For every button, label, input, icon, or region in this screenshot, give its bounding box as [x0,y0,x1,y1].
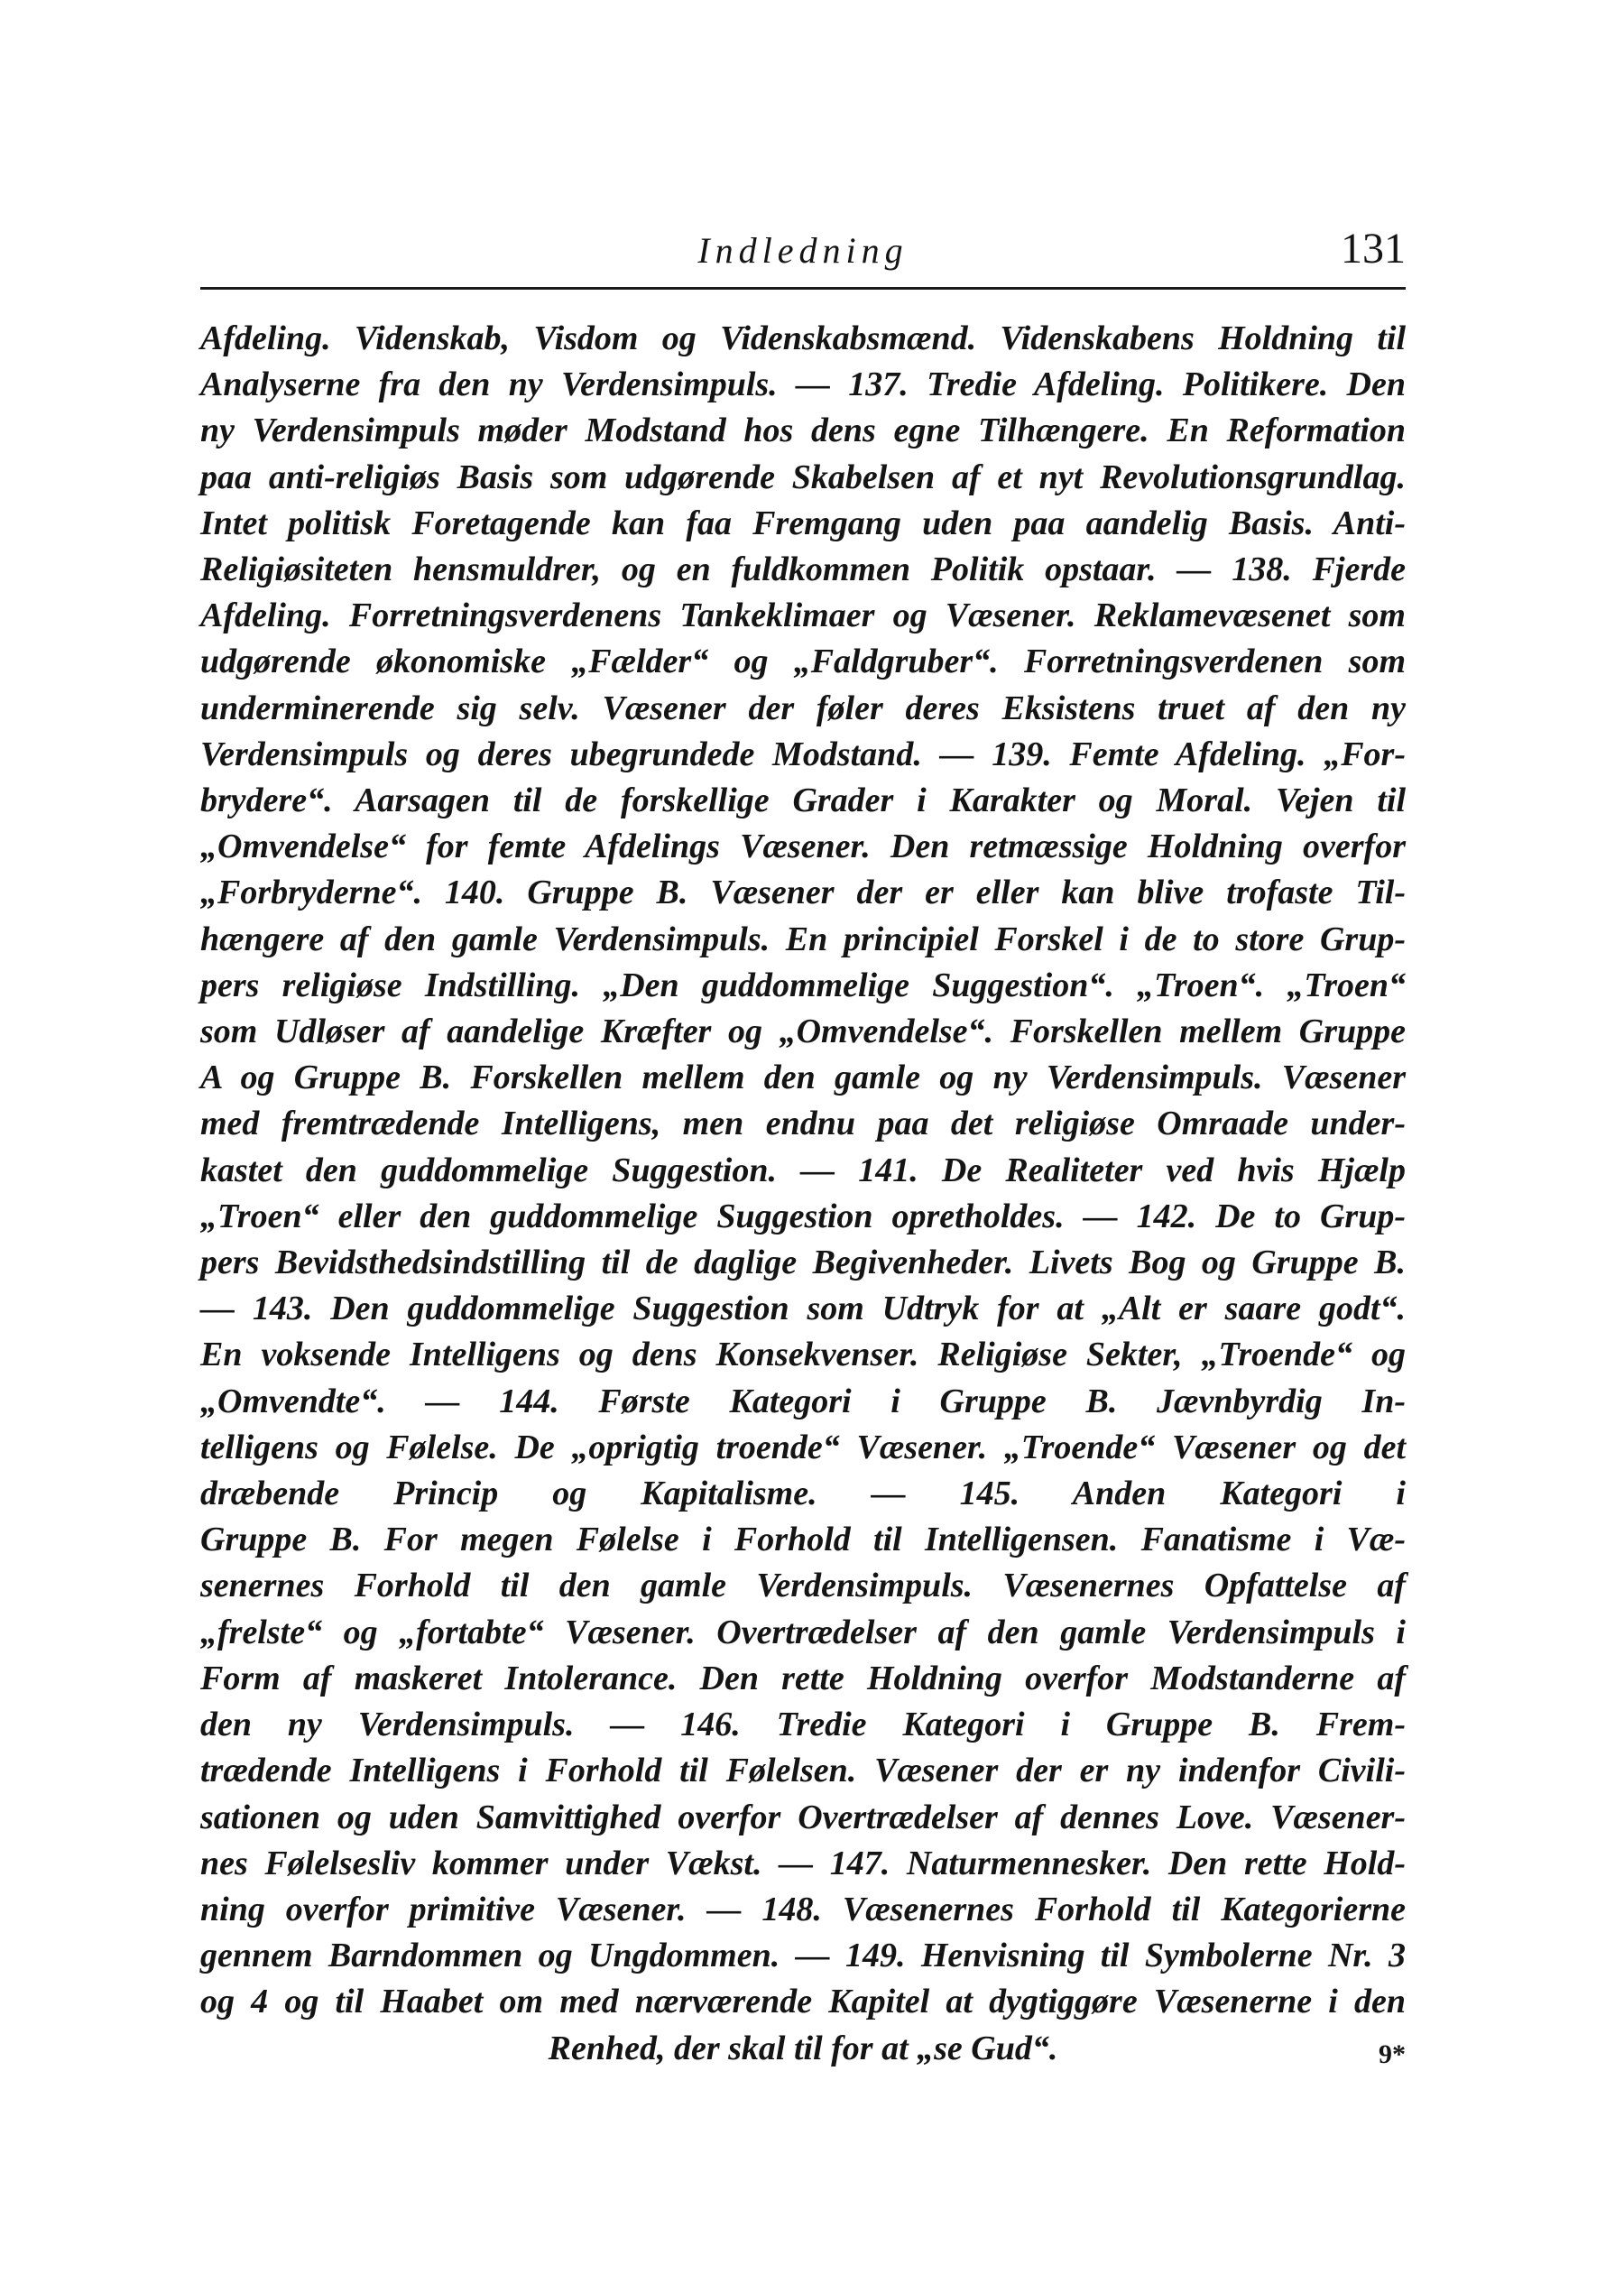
text-line: A og Gruppe B. Forskellen mellem den gamle og ny Verdensimpuls. Væsener [200,1059,1406,1097]
text-line: senernes Forhold til den gamle Verdensimpuls. Væsenernes Opfattelse af [200,1567,1406,1605]
text-line: dræbende Princip og Kapitalisme. — 145. Anden Kategori i [200,1475,1406,1513]
header-rule [200,287,1406,290]
text-line: Gruppe B. For megen Følelse i Forhold til Intelligensen. Fanatisme i Væ- [200,1521,1406,1559]
signature-mark: 9* [1379,2039,1406,2069]
text-line: paa anti-religiøs Basis som udgørende Skabelsen af et nyt Revolutionsgrundlag. [200,458,1406,496]
running-head [200,217,1406,280]
text-line: „Omvendelse“ for femte Afdelings Væsener. Den retmæssige Holdning overfor [200,828,1406,866]
running-title: Indledning [697,230,909,271]
text-line: trædende Intelligens i Forhold til Følelsen. Væsener der er ny indenfor Civili- [200,1752,1406,1790]
text-line: „Omvendte“. — 144. Første Kategori i Gruppe B. Jævnbyrdig In- [200,1382,1406,1420]
text-line: Religiøsiteten hensmuldrer, og en fuldkommen Politik opstaar. — 138. Fjerde [200,550,1406,589]
text-line: underminerende sig selv. Væsener der føler deres Eksistens truet af den ny [200,689,1406,727]
text-line: Intet politisk Foretagende kan faa Fremgang uden paa aandelig Basis. Anti- [200,504,1406,542]
text-line: brydere“. Aarsagen til de forskellige Grader i Karakter og Moral. Vejen til [200,781,1406,820]
text-line: og 4 og til Haabet om med nærværende Kapitel at dygtiggøre Væsenerne i den [200,1983,1406,2021]
text-line: Afdeling. Videnskab, Visdom og Videnskabsmænd. Videnskabens Holdning til [200,319,1406,357]
text-line: den ny Verdensimpuls. — 146. Tredie Kategori i Gruppe B. Frem- [200,1706,1406,1744]
text-line: „frelste“ og „fortabte“ Væsener. Overtrædelser af den gamle Verdensimpuls i [200,1613,1406,1651]
contents-paragraph [200,316,1406,2072]
text-line: En voksende Intelligens og dens Konsekvenser. Religiøse Sekter, „Troende“ og [200,1336,1406,1374]
text-line: sationen og uden Samvittighed overfor Overtrædelser af dennes Love. Væsener- [200,1798,1406,1836]
text-line: Form af maskeret Intolerance. Den rette Holdning overfor Modstanderne af [200,1659,1406,1697]
text-line: pers religiøse Indstilling. „Den guddommelige Suggestion“. „Troen“. „Troen“ [200,966,1406,1004]
text-line: hængere af den gamle Verdensimpuls. En principiel Forskel i de to store Grup- [200,920,1406,958]
text-line: Verdensimpuls og deres ubegrundede Modstand. — 139. Femte Afdeling. „For- [200,735,1406,773]
text-line: nes Følelsesliv kommer under Vækst. — 147. Naturmennesker. Den rette Hold- [200,1844,1406,1882]
text-line-final: Renhed, der skal til for at „se Gud“. [548,2029,1058,2067]
text-line: som Udløser af aandelige Kræfter og „Omvendelse“. Forskellen mellem Gruppe [200,1012,1406,1051]
text-line: „Forbryderne“. 140. Gruppe B. Væsener der er eller kan blive trofaste Til- [200,874,1406,912]
text-line: pers Bevidsthedsindstilling til de daglige Begivenheder. Livets Bog og Gruppe B. [200,1244,1406,1282]
text-line: med fremtrædende Intelligens, men endnu paa det religiøse Omraade under- [200,1105,1406,1143]
text-line: Analyserne fra den ny Verdensimpuls. — 137. Tredie Afdeling. Politikere. Den [200,365,1406,404]
text-line: Afdeling. Forretningsverdenens Tankeklimaer og Væsener. Reklamevæsenet som [200,596,1406,635]
text-line: gennem Barndommen og Ungdommen. — 149. Henvisning til Symbolerne Nr. 3 [200,1937,1406,1975]
text-line: — 143. Den guddommelige Suggestion som Udtryk for at „Alt er saare godt“. [200,1290,1406,1328]
text-line: udgørende økonomiske „Fælder“ og „Faldgruber“. Forretningsverdenen som [200,643,1406,681]
text-line: ning overfor primitive Væsener. — 148. Væsenernes Forhold til Kategorierne [200,1890,1406,1928]
text-line: ny Verdensimpuls møder Modstand hos dens egne Tilhængere. En Reformation [200,411,1406,450]
text-line: „Troen“ eller den guddommelige Suggestion opretholdes. — 142. De to Grup- [200,1197,1406,1235]
text-line: kastet den guddommelige Suggestion. — 141. De Realiteter ved hvis Hjælp [200,1151,1406,1189]
text-line: telligens og Følelse. De „oprigtig troende“ Væsener. „Troende“ Væsener og det [200,1428,1406,1466]
page-number: 131 [1341,225,1406,273]
